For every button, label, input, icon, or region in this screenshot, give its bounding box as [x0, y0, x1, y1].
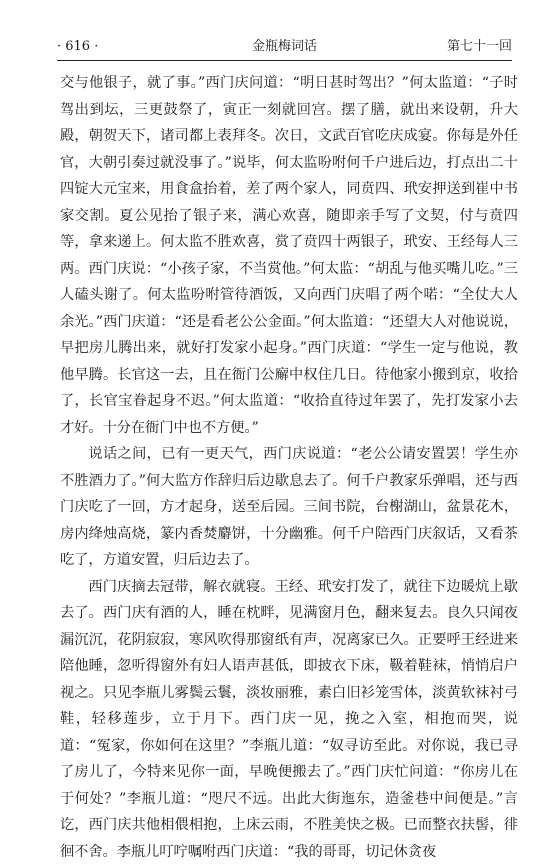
paragraph-2: 说话之间，已有一更天气，西门庆说道：“老公公请安置罢！学生亦不胜酒力了。”何大监方作辞归后边歇息去了。何千户教家乐弹唱，还与西门庆吃了一回，方才起身，送至后园。三间书院，台榭湖山，盆景花木，房内绛烛高烧，篆内香焚麝饼，十分幽雅。何千户陪西门庆叙话，又看茶吃了，方道安置，归后边去了。: [60, 441, 518, 574]
body-text: [60, 70, 518, 865]
book-title: 金瓶梅词话: [57, 36, 512, 58]
paragraph-1: 交与他银子，就了事。”西门庆问道：“明日甚时驾出？”何太监道：“子时驾出到坛，三更鼓祭了，寅正一刻就回宫。摆了膳，就出来设朝，升大殿，朝贺天下，诸司都上表拜冬。次日，文武百官吃庆成宴。你每是外任官，大朝引奏过就没事了。”说毕，何太监吩咐何千户进后边，打点出二十四锭大元宝来，用食盒抬着，差了两个家人，同贲四、玳安押送到崔中书家交割。夏公见抬了银子来，满心欢喜，随即亲手写了文契，付与贲四等，拿来递上。何太监不胜欢喜，赏了贲四十两银子，玳安、王经每人三两。西门庆说：“小孩子家，不当赏他。”何太监：“胡乱与他买嘴儿吃。”三人磕头谢了。何太监吩咐管待酒饭，又向西门庆唱了两个喏：“全仗大人余光。”西门庆道：“还是看老公公金面。”何太监道：“还望大人对他说说，早把房儿腾出来，就好打发家小起身。”西门庆道：“学生一定与他说，教他早腾。长官这一去，且在衙门公廨中权住几日。待他家小搬到京，收拾了，长官宝眷起身不迟。”何太监道：“收拾直待过年罢了，先打发家小去才好。十分在衙门中也不方便。”: [60, 70, 518, 441]
page-header: [57, 36, 512, 58]
paragraph-3: 西门庆摘去冠带，解衣就寝。王经、玳安打发了，就往下边暖炕上歇去了。西门庆有酒的人，睡在枕畔，见满窗月色，翻来复去。良久只闻夜漏沉沉，花阴寂寂，寒风吹得那窗纸有声，况离家已久。正要呼王经进来陪他睡，忽听得窗外有妇人语声甚低，即披衣下床，靸着鞋袜，悄悄启户视之。只见李瓶儿雾鬓云鬟，淡妆丽雅，素白旧衫笼雪体，淡黄软袜衬弓鞋，轻移莲步，立于月下。西门庆一见，挽之入室，相抱而哭，说道：“冤家，你如何在这里？”李瓶儿道：“奴寻访至此。对你说，我已寻了房儿了，今特来见你一面，早晚便搬去了。”西门庆忙问道：“你房儿在于何处？”李瓶儿道：“咫尺不远。出此大街迤东，造釜巷中间便是。”言讫，西门庆共他相偎相抱，上床云雨，不胜美快之极。已而整衣扶髻，徘徊不舍。李瓶儿叮咛嘱咐西门庆道：“我的哥哥，切记休贪夜: [60, 574, 518, 865]
header-rule: [57, 60, 512, 61]
page-number: · 616 ·: [57, 36, 98, 58]
chapter-title: 第七十一回: [447, 36, 512, 58]
